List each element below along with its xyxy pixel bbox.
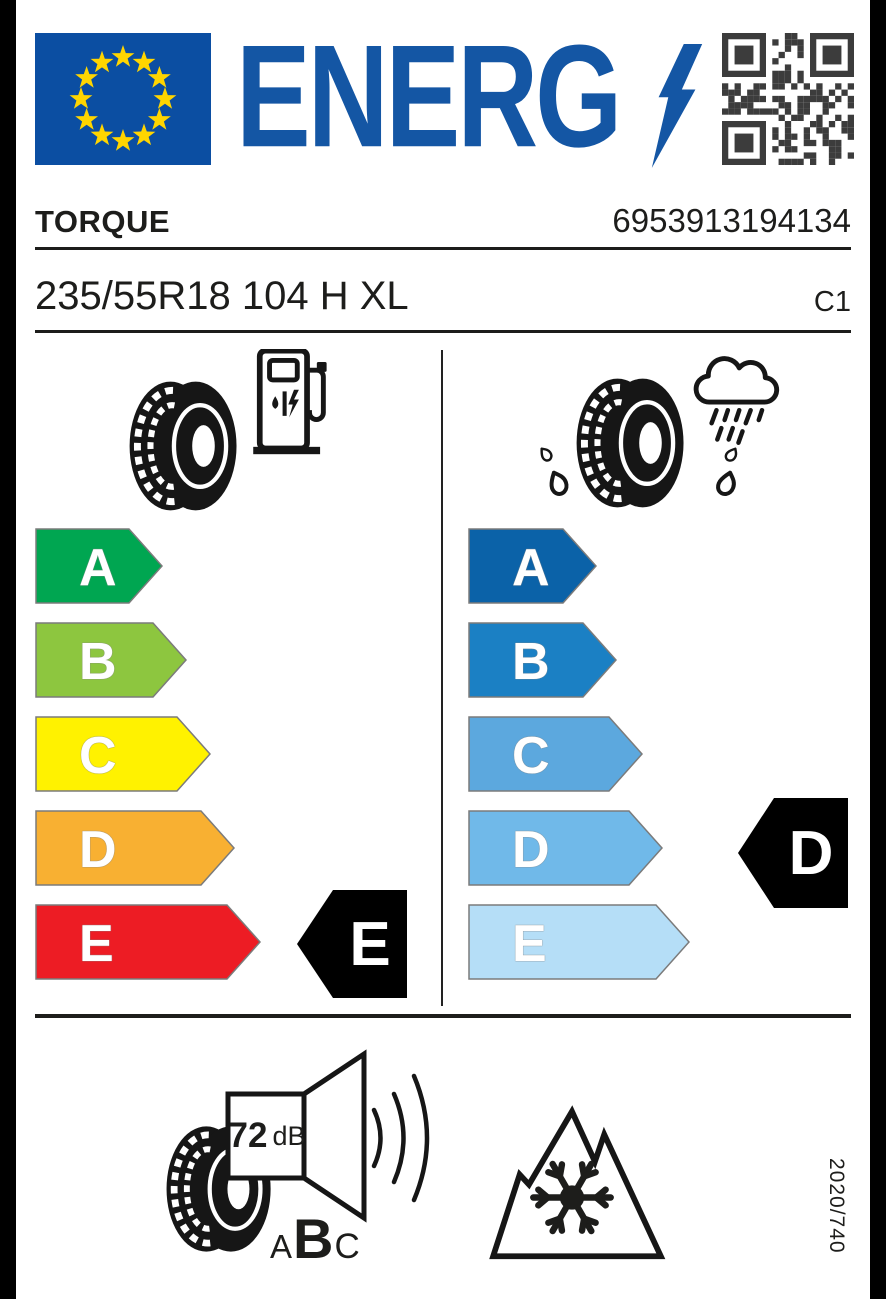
wet-scale-row-c (468, 716, 643, 792)
noise-value: 72 (228, 1116, 268, 1155)
fuel-grade-c: C (79, 727, 117, 785)
fuel-grade-e: E (79, 915, 114, 973)
energ-logo (236, 14, 620, 178)
wet-grip-rating-letter: D (788, 818, 834, 888)
wet-arrow-d (468, 810, 663, 886)
fuel-scale-row-a (35, 528, 163, 604)
wet-grade-d: D (512, 821, 550, 879)
wet-grip-rating-arrow (738, 798, 848, 908)
wet-grade-a: A (512, 539, 550, 597)
fuel-scale-row-d (35, 810, 235, 886)
fuel-rating-letter: E (349, 909, 391, 979)
divider-line-1 (35, 247, 851, 250)
water-splash-left-icon (538, 446, 586, 498)
wet-arrow-c (468, 716, 643, 792)
regulation-number: 2020/740 (825, 1158, 848, 1254)
wet-grade-b: B (512, 633, 550, 691)
fuel-arrow-c (35, 716, 211, 792)
energ-logo-text: ENERG (236, 14, 620, 178)
fuel-scale-row-b (35, 622, 187, 698)
lightning-bolt-icon (650, 44, 704, 168)
snow-grip-3pmsf-icon (487, 1090, 667, 1262)
fuel-pump-icon (252, 349, 336, 455)
tyre-size-designation: 235/55R18 104 H XL (35, 274, 409, 318)
fuel-scale-row-e (35, 904, 261, 980)
divider-line-3 (35, 1014, 851, 1018)
wet-scale-row-d (468, 810, 663, 886)
tyre-class: C1 (813, 286, 851, 318)
fuel-scale-row-c (35, 716, 211, 792)
fuel-grade-d: D (79, 821, 117, 879)
noise-class-letters (270, 1206, 360, 1271)
wet-scale-row-e (468, 904, 690, 980)
noise-class-c: C (334, 1227, 360, 1266)
fuel-arrow-e (35, 904, 261, 980)
brand-name: TORQUE (35, 204, 171, 239)
left-edge-band (0, 0, 16, 1299)
noise-unit: dB (272, 1120, 306, 1151)
wet-scale-row-a (468, 528, 597, 604)
eu-flag-icon (35, 33, 211, 165)
qr-code-icon (722, 33, 854, 165)
right-edge-band (870, 0, 886, 1299)
fuel-grade-a: A (79, 539, 117, 597)
wet-grade-e: E (512, 915, 547, 973)
noise-class-a: A (270, 1228, 293, 1265)
wet-grip-tire-icon (574, 369, 687, 517)
wet-grade-c: C (512, 727, 550, 785)
fuel-rating-arrow (297, 890, 407, 998)
wet-arrow-e (468, 904, 690, 980)
fuel-grade-b: B (79, 633, 117, 691)
noise-class-b-selected: B (293, 1207, 334, 1270)
fuel-tire-icon (127, 371, 240, 521)
column-divider (441, 350, 443, 1006)
barcode-number: 6953913194134 (612, 202, 851, 239)
fuel-arrow-d (35, 810, 235, 886)
wet-scale-row-b (468, 622, 617, 698)
water-splash-right-icon (694, 446, 746, 498)
divider-line-2 (35, 330, 851, 333)
noise-db-box (228, 1094, 306, 1178)
